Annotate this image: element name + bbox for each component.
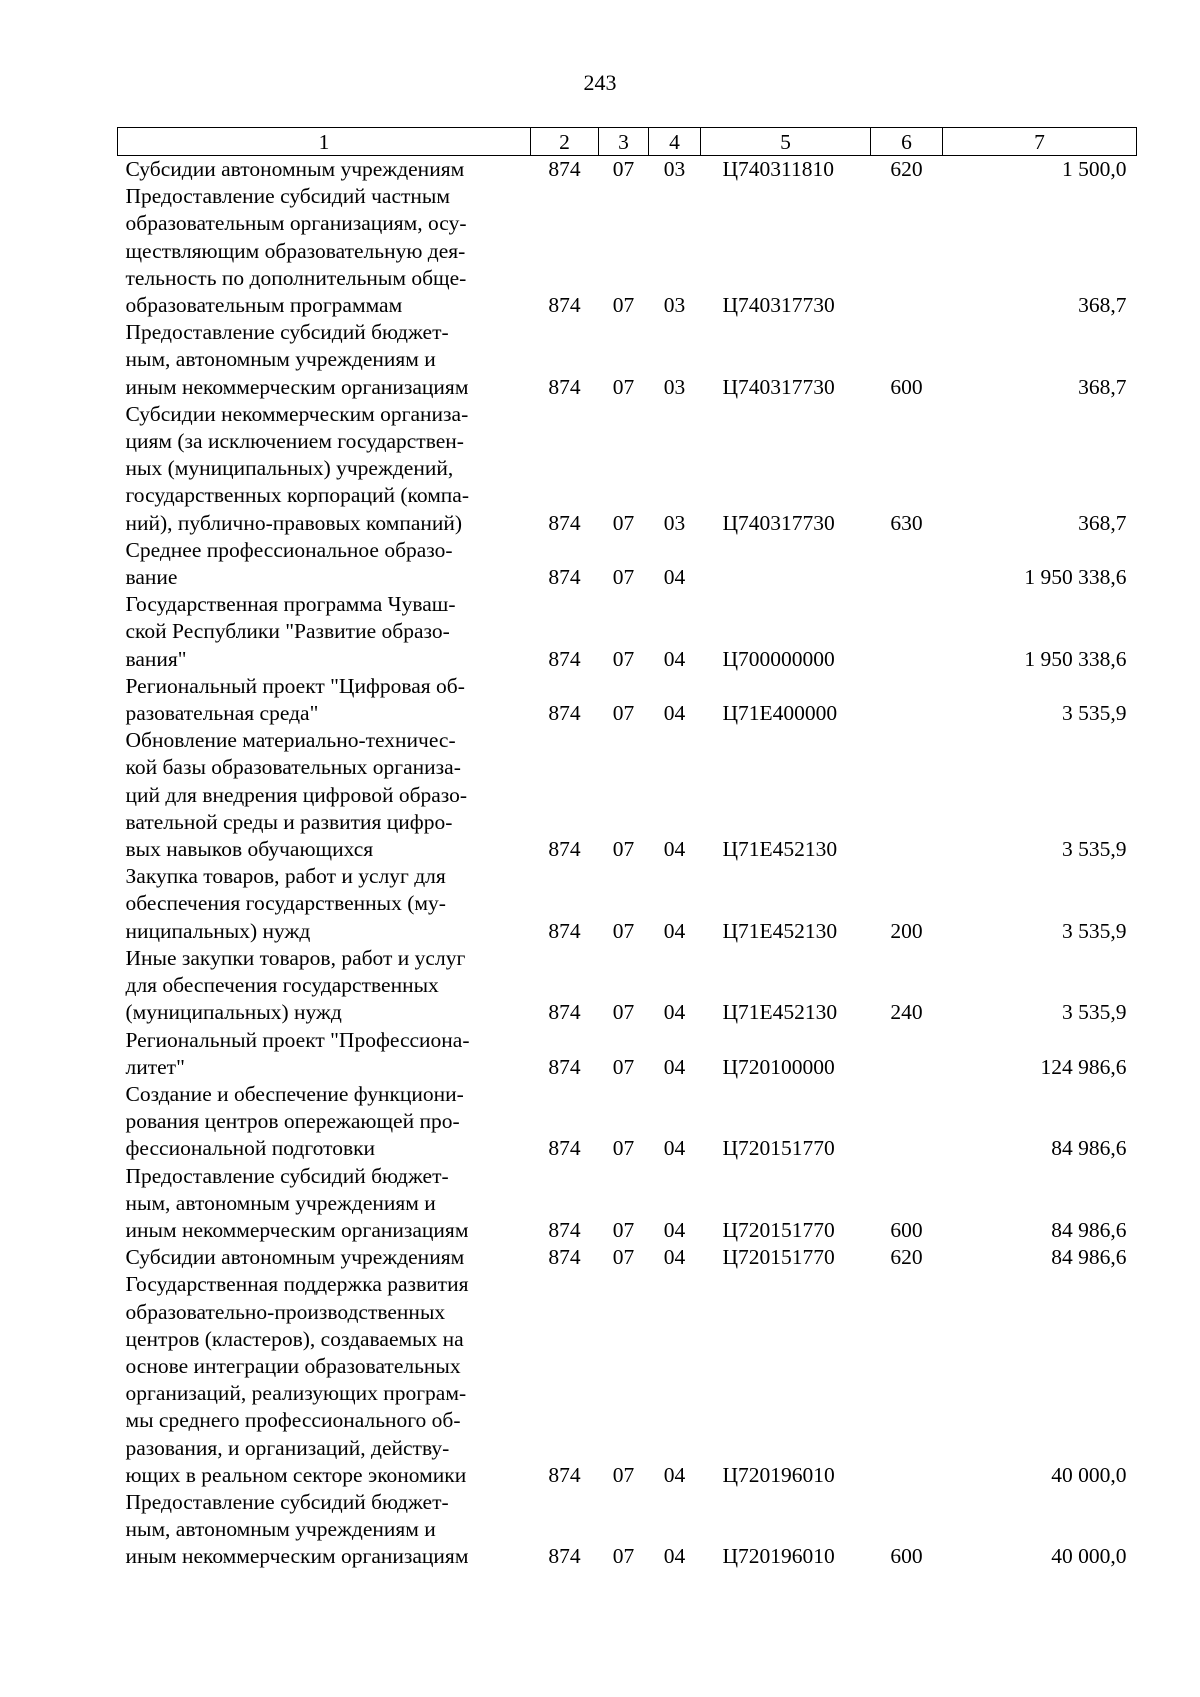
cell-name: Предоставление субсидий частным образовательным организациям, осу- ществляющим образовательную дея- тельность по дополнительным обще- образовательным программам xyxy=(125,184,467,318)
cell-sum: 3 535,9 xyxy=(1062,701,1127,726)
table-row xyxy=(118,1271,1137,1489)
cell-vr xyxy=(871,183,943,319)
cell-name: Субсидии некоммерческим организа- циям (за исключением государствен- ных (муниципальных) учреждений, государственных корпораций (компа- ний), публично-правовых компаний) xyxy=(125,401,470,535)
cell-sum: 368,7 xyxy=(1078,293,1127,318)
cell-vr: 600 xyxy=(890,1544,923,1569)
cell-gr: 874 xyxy=(548,701,581,726)
cell-pr: 04 xyxy=(663,1544,686,1569)
cell-rz: 07 xyxy=(612,1000,635,1025)
cell-pr: 04 xyxy=(663,1245,686,1270)
cell-rz: 07 xyxy=(612,1054,635,1079)
cell-rz: 07 xyxy=(612,157,635,181)
cell-vr xyxy=(871,591,943,673)
cell-csr: Ц71Е452130 xyxy=(722,918,838,943)
cell-gr: 874 xyxy=(548,1544,581,1569)
cell-gr: 874 xyxy=(548,918,581,943)
cell-csr: Ц720100000 xyxy=(722,1054,835,1079)
cell-name: Иные закупки товаров, работ и услуг для обеспечения государственных (муниципальных) нужд xyxy=(125,945,466,1025)
table-row xyxy=(118,727,1137,863)
header-cell-rz: 3 xyxy=(599,128,649,156)
cell-vr: 620 xyxy=(890,1245,923,1270)
cell-gr: 874 xyxy=(548,1136,581,1161)
cell-pr: 04 xyxy=(663,1000,686,1025)
cell-name: Предоставление субсидий бюджет- ным, автономным учреждениям и иным некоммерческим организациям xyxy=(125,1163,469,1242)
cell-rz: 07 xyxy=(612,701,635,726)
cell-sum: 84 986,6 xyxy=(1051,1217,1127,1242)
cell-vr: 620 xyxy=(890,157,923,181)
cell-gr: 874 xyxy=(548,510,581,535)
cell-gr: 874 xyxy=(548,374,581,399)
cell-gr: 874 xyxy=(548,1245,581,1270)
cell-gr: 874 xyxy=(548,1054,581,1079)
cell-sum: 40 000,0 xyxy=(1051,1462,1127,1487)
cell-csr xyxy=(701,537,871,591)
header-row xyxy=(118,128,1137,156)
cell-name: Создание и обеспечение функциони- рования центров опережающей про- фессиональной подготовки xyxy=(125,1081,464,1161)
cell-name: Региональный проект "Профессиона- литет" xyxy=(125,1027,470,1079)
cell-name: Субсидии автономным учреждениям xyxy=(125,157,465,181)
table-row xyxy=(118,401,1137,537)
cell-gr: 874 xyxy=(548,837,581,862)
cell-csr: Ц740311810 xyxy=(722,157,834,181)
cell-sum: 1 950 338,6 xyxy=(1024,646,1127,671)
header-cell-sum: 7 xyxy=(943,128,1137,156)
cell-csr: Ц700000000 xyxy=(722,646,835,671)
cell-csr: Ц720196010 xyxy=(722,1544,835,1569)
cell-rz: 07 xyxy=(612,646,635,671)
cell-sum: 40 000,0 xyxy=(1051,1544,1127,1569)
cell-vr xyxy=(871,1081,943,1163)
cell-name: Региональный проект "Цифровая об- разовательная среда" xyxy=(125,673,465,726)
header-cell-gr: 2 xyxy=(531,128,599,156)
cell-name: Государственная поддержка развития образовательно-производственных центров (кластеров), создаваемых на основе интеграции образовательных организаций, реализующих програм- мы среднего профессионального об- разования, и организаций, действу- ющих в реальном секторе экономики xyxy=(125,1272,469,1487)
cell-rz: 07 xyxy=(612,837,635,862)
cell-csr: Ц720196010 xyxy=(722,1462,835,1487)
table-row xyxy=(118,945,1137,1027)
cell-name: Предоставление субсидий бюджет- ным, автономным учреждениям и иным некоммерческим организациям xyxy=(125,320,469,399)
table-row xyxy=(118,1489,1137,1571)
cell-name: Среднее профессиональное образо- вание xyxy=(125,537,453,590)
cell-name: Предоставление субсидий бюджет- ным, автономным учреждениям и иным некоммерческим организациям xyxy=(125,1489,469,1569)
cell-vr: 600 xyxy=(890,1217,923,1242)
cell-rz: 07 xyxy=(612,1136,635,1161)
cell-vr xyxy=(871,673,943,727)
cell-vr xyxy=(871,1271,943,1489)
cell-csr: Ц720151770 xyxy=(722,1136,835,1161)
table-row xyxy=(118,156,1137,184)
cell-gr: 874 xyxy=(548,1462,581,1487)
cell-name: Закупка товаров, работ и услуг для обеспечения государственных (му- ниципальных) нужд xyxy=(125,864,446,943)
cell-rz: 07 xyxy=(612,1217,635,1242)
cell-pr: 04 xyxy=(663,1136,686,1161)
cell-sum: 1 500,0 xyxy=(1062,157,1127,181)
table-row xyxy=(118,591,1137,673)
cell-vr xyxy=(871,537,943,591)
page-number: 243 xyxy=(583,70,617,95)
table-row xyxy=(118,183,1137,319)
cell-csr: Ц740317730 xyxy=(722,510,835,535)
table-row xyxy=(118,319,1137,401)
budget-table xyxy=(117,127,1137,1571)
cell-csr: Ц71Е452130 xyxy=(722,837,838,862)
cell-vr: 600 xyxy=(890,374,923,399)
cell-vr: 240 xyxy=(890,1000,923,1025)
cell-csr: Ц71Е452130 xyxy=(722,1000,838,1025)
cell-sum: 3 535,9 xyxy=(1062,837,1127,862)
cell-csr: Ц740317730 xyxy=(722,293,835,318)
cell-rz: 07 xyxy=(612,565,635,590)
cell-gr: 874 xyxy=(548,1217,581,1242)
cell-vr: 630 xyxy=(890,510,923,535)
cell-vr: 200 xyxy=(890,918,923,943)
cell-rz: 07 xyxy=(612,918,635,943)
cell-gr: 874 xyxy=(548,1000,581,1025)
cell-rz: 07 xyxy=(612,1544,635,1569)
cell-sum: 84 986,6 xyxy=(1051,1245,1127,1270)
cell-name: Субсидии автономным учреждениям xyxy=(125,1245,465,1270)
cell-rz: 07 xyxy=(612,293,635,318)
cell-pr: 03 xyxy=(663,293,686,318)
cell-rz: 07 xyxy=(612,1462,635,1487)
table-row xyxy=(118,1163,1137,1245)
cell-gr: 874 xyxy=(548,157,581,181)
cell-csr: Ц71Е400000 xyxy=(722,701,838,726)
table-row xyxy=(118,1027,1137,1081)
table-body xyxy=(118,156,1137,1571)
header-cell-pr: 4 xyxy=(649,128,701,156)
cell-pr: 03 xyxy=(663,157,686,181)
cell-gr: 874 xyxy=(548,293,581,318)
cell-sum: 84 986,6 xyxy=(1051,1136,1127,1161)
cell-sum: 368,7 xyxy=(1078,510,1127,535)
cell-name: Государственная программа Чуваш- ской Республики "Развитие образо- вания" xyxy=(125,592,456,671)
cell-sum: 124 986,6 xyxy=(1040,1054,1127,1079)
cell-pr: 04 xyxy=(663,1462,686,1487)
header-cell-name: 1 xyxy=(118,128,531,156)
table-header xyxy=(118,128,1137,156)
cell-vr xyxy=(871,727,943,863)
cell-sum: 3 535,9 xyxy=(1062,1000,1127,1025)
cell-pr: 04 xyxy=(663,837,686,862)
table-row xyxy=(118,673,1137,727)
cell-csr: Ц740317730 xyxy=(722,374,835,399)
cell-csr: Ц720151770 xyxy=(722,1217,835,1242)
cell-rz: 07 xyxy=(612,374,635,399)
cell-csr: Ц720151770 xyxy=(722,1245,835,1270)
cell-sum: 368,7 xyxy=(1078,374,1127,399)
header-cell-vr: 6 xyxy=(871,128,943,156)
cell-gr: 874 xyxy=(548,565,581,590)
cell-pr: 03 xyxy=(663,510,686,535)
cell-name: Обновление материально-техничес- кой базы образовательных организа- ций для внедрения цифровой образо- вательной среды и развития цифро- вых навыков обучающихся xyxy=(125,728,468,862)
cell-pr: 03 xyxy=(663,374,686,399)
cell-pr: 04 xyxy=(663,1217,686,1242)
cell-pr: 04 xyxy=(663,1054,686,1079)
table-row xyxy=(118,863,1137,945)
cell-gr: 874 xyxy=(548,646,581,671)
table-row xyxy=(118,537,1137,591)
header-cell-csr: 5 xyxy=(701,128,871,156)
table-row xyxy=(118,1081,1137,1163)
cell-rz: 07 xyxy=(612,1245,635,1270)
cell-pr: 04 xyxy=(663,918,686,943)
cell-pr: 04 xyxy=(663,646,686,671)
cell-sum: 1 950 338,6 xyxy=(1024,565,1127,590)
cell-vr xyxy=(871,1027,943,1081)
cell-sum: 3 535,9 xyxy=(1062,918,1127,943)
cell-rz: 07 xyxy=(612,510,635,535)
cell-pr: 04 xyxy=(663,701,686,726)
cell-pr: 04 xyxy=(663,565,686,590)
table-row xyxy=(118,1244,1137,1271)
